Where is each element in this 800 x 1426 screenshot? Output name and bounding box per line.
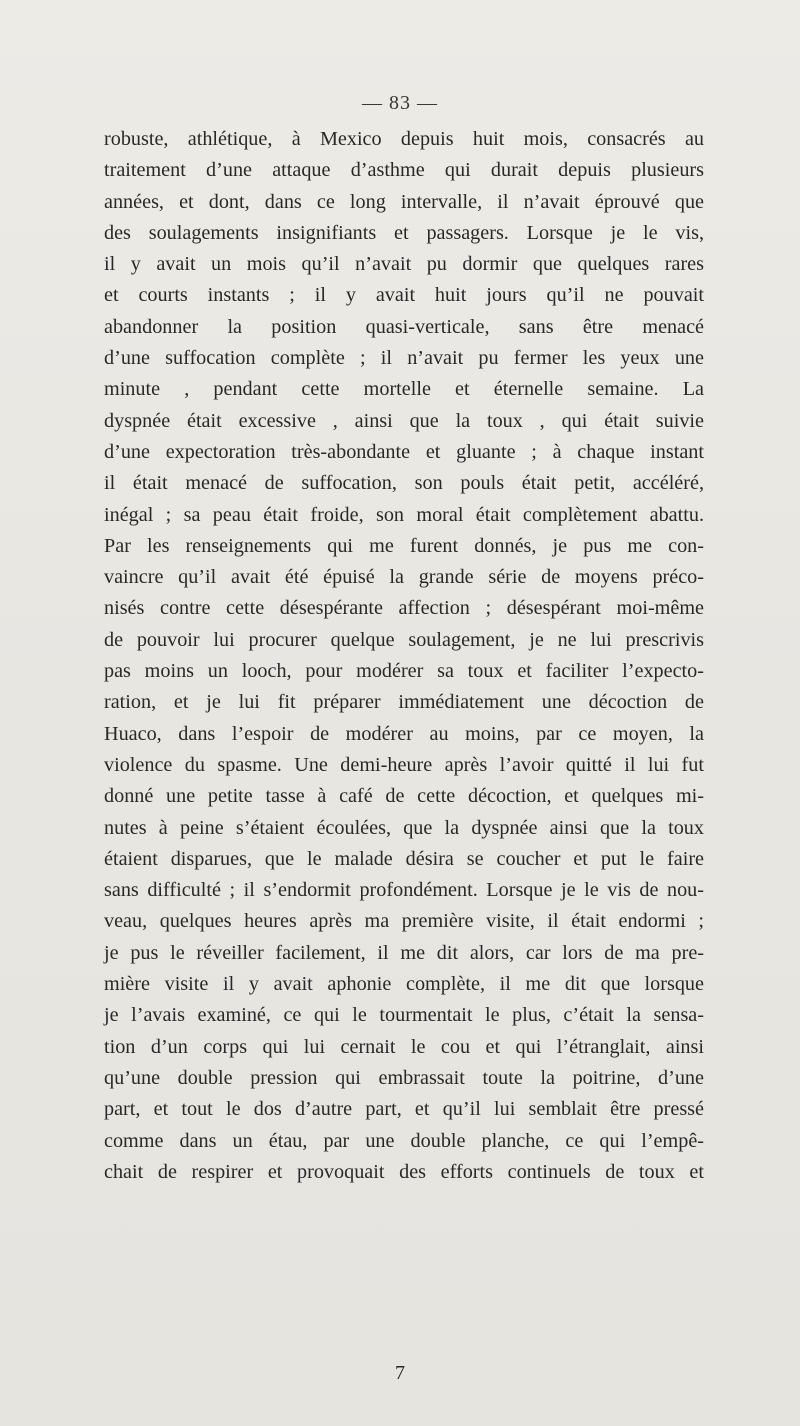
text-line: veau, quelques heures après ma première visite, il était endormi ; [104, 910, 704, 933]
text-line: années, et dont, dans ce long intervalle, il n’avait éprouvé que [104, 190, 704, 213]
signature-mark: 7 [395, 1362, 405, 1384]
text-line: et courts instants ; il y avait huit jours qu’il ne pouvait [104, 284, 704, 307]
text-line: il y avait un mois qu’il n’avait pu dormir que quelques rares [104, 253, 704, 276]
text-line: dyspnée était excessive , ainsi que la toux , qui était suivie [104, 409, 704, 432]
text-line: nisés contre cette désespérante affection ; désespérant moi-même [104, 597, 704, 620]
text-line: inégal ; sa peau était froide, son moral était complètement abattu. [104, 503, 704, 526]
text-line: tion d’un corps qui lui cernait le cou et qui l’étranglait, ainsi [104, 1035, 704, 1058]
text-line: je pus le réveiller facilement, il me dit alors, car lors de ma pre- [104, 941, 704, 964]
text-line: traitement d’une attaque d’asthme qui durait depuis plusieurs [104, 159, 704, 182]
text-line: pas moins un looch, pour modérer sa toux et faciliter l’expecto- [104, 660, 704, 683]
text-line: minute , pendant cette mortelle et éternelle semaine. La [104, 378, 704, 401]
text-line: d’une suffocation complète ; il n’avait pu fermer les yeux une [104, 347, 704, 370]
text-line: des soulagements insignifiants et passagers. Lorsque je le vis, [104, 221, 704, 244]
text-line: part, et tout le dos d’autre part, et qu’il lui semblait être pressé [104, 1098, 704, 1121]
text-line: robuste, athlétique, à Mexico depuis huit mois, consacrés au [104, 128, 704, 150]
text-line: je l’avais examiné, ce qui le tourmentait le plus, c’était la sensa- [104, 1004, 704, 1027]
text-line: d’une expectoration très-abondante et gluante ; à chaque instant [104, 440, 704, 463]
text-line: étaient disparues, que le malade désira se coucher et put le faire [104, 847, 704, 870]
text-line: comme dans un étau, par une double planche, ce qui l’empê- [104, 1129, 704, 1152]
text-line: qu’une double pression qui embrassait toute la poitrine, d’une [104, 1066, 704, 1089]
text-line: violence du spasme. Une demi-heure après l’avoir quitté il lui fut [104, 753, 704, 776]
text-line: de pouvoir lui procurer quelque soulagement, je ne lui prescrivis [104, 628, 704, 651]
page-number: — 83 — [362, 92, 438, 114]
text-line: Par les renseignements qui me furent donnés, je pus me con- [104, 534, 704, 557]
text-line: nutes à peine s’étaient écoulées, que la dyspnée ainsi que la toux [104, 816, 704, 839]
text-line: sans difficulté ; il s’endormit profondément. Lorsque je le vis de nou- [104, 879, 704, 902]
text-line: chait de respirer et provoquait des efforts continuels de toux et [104, 1160, 704, 1183]
text-line: Huaco, dans l’espoir de modérer au moins, par ce moyen, la [104, 722, 704, 745]
text-line: vaincre qu’il avait été épuisé la grande série de moyens préco- [104, 566, 704, 589]
text-line: donné une petite tasse à café de cette décoction, et quelques mi- [104, 785, 704, 808]
text-line: abandonner la position quasi-verticale, sans être menacé [104, 315, 704, 338]
text-line: ration, et je lui fit préparer immédiatement une décoction de [104, 691, 704, 714]
text-line: il était menacé de suffocation, son pouls était petit, accéléré, [104, 472, 704, 495]
body-text [104, 124, 704, 1188]
text-line: mière visite il y avait aphonie complète, il me dit que lorsque [104, 973, 704, 996]
